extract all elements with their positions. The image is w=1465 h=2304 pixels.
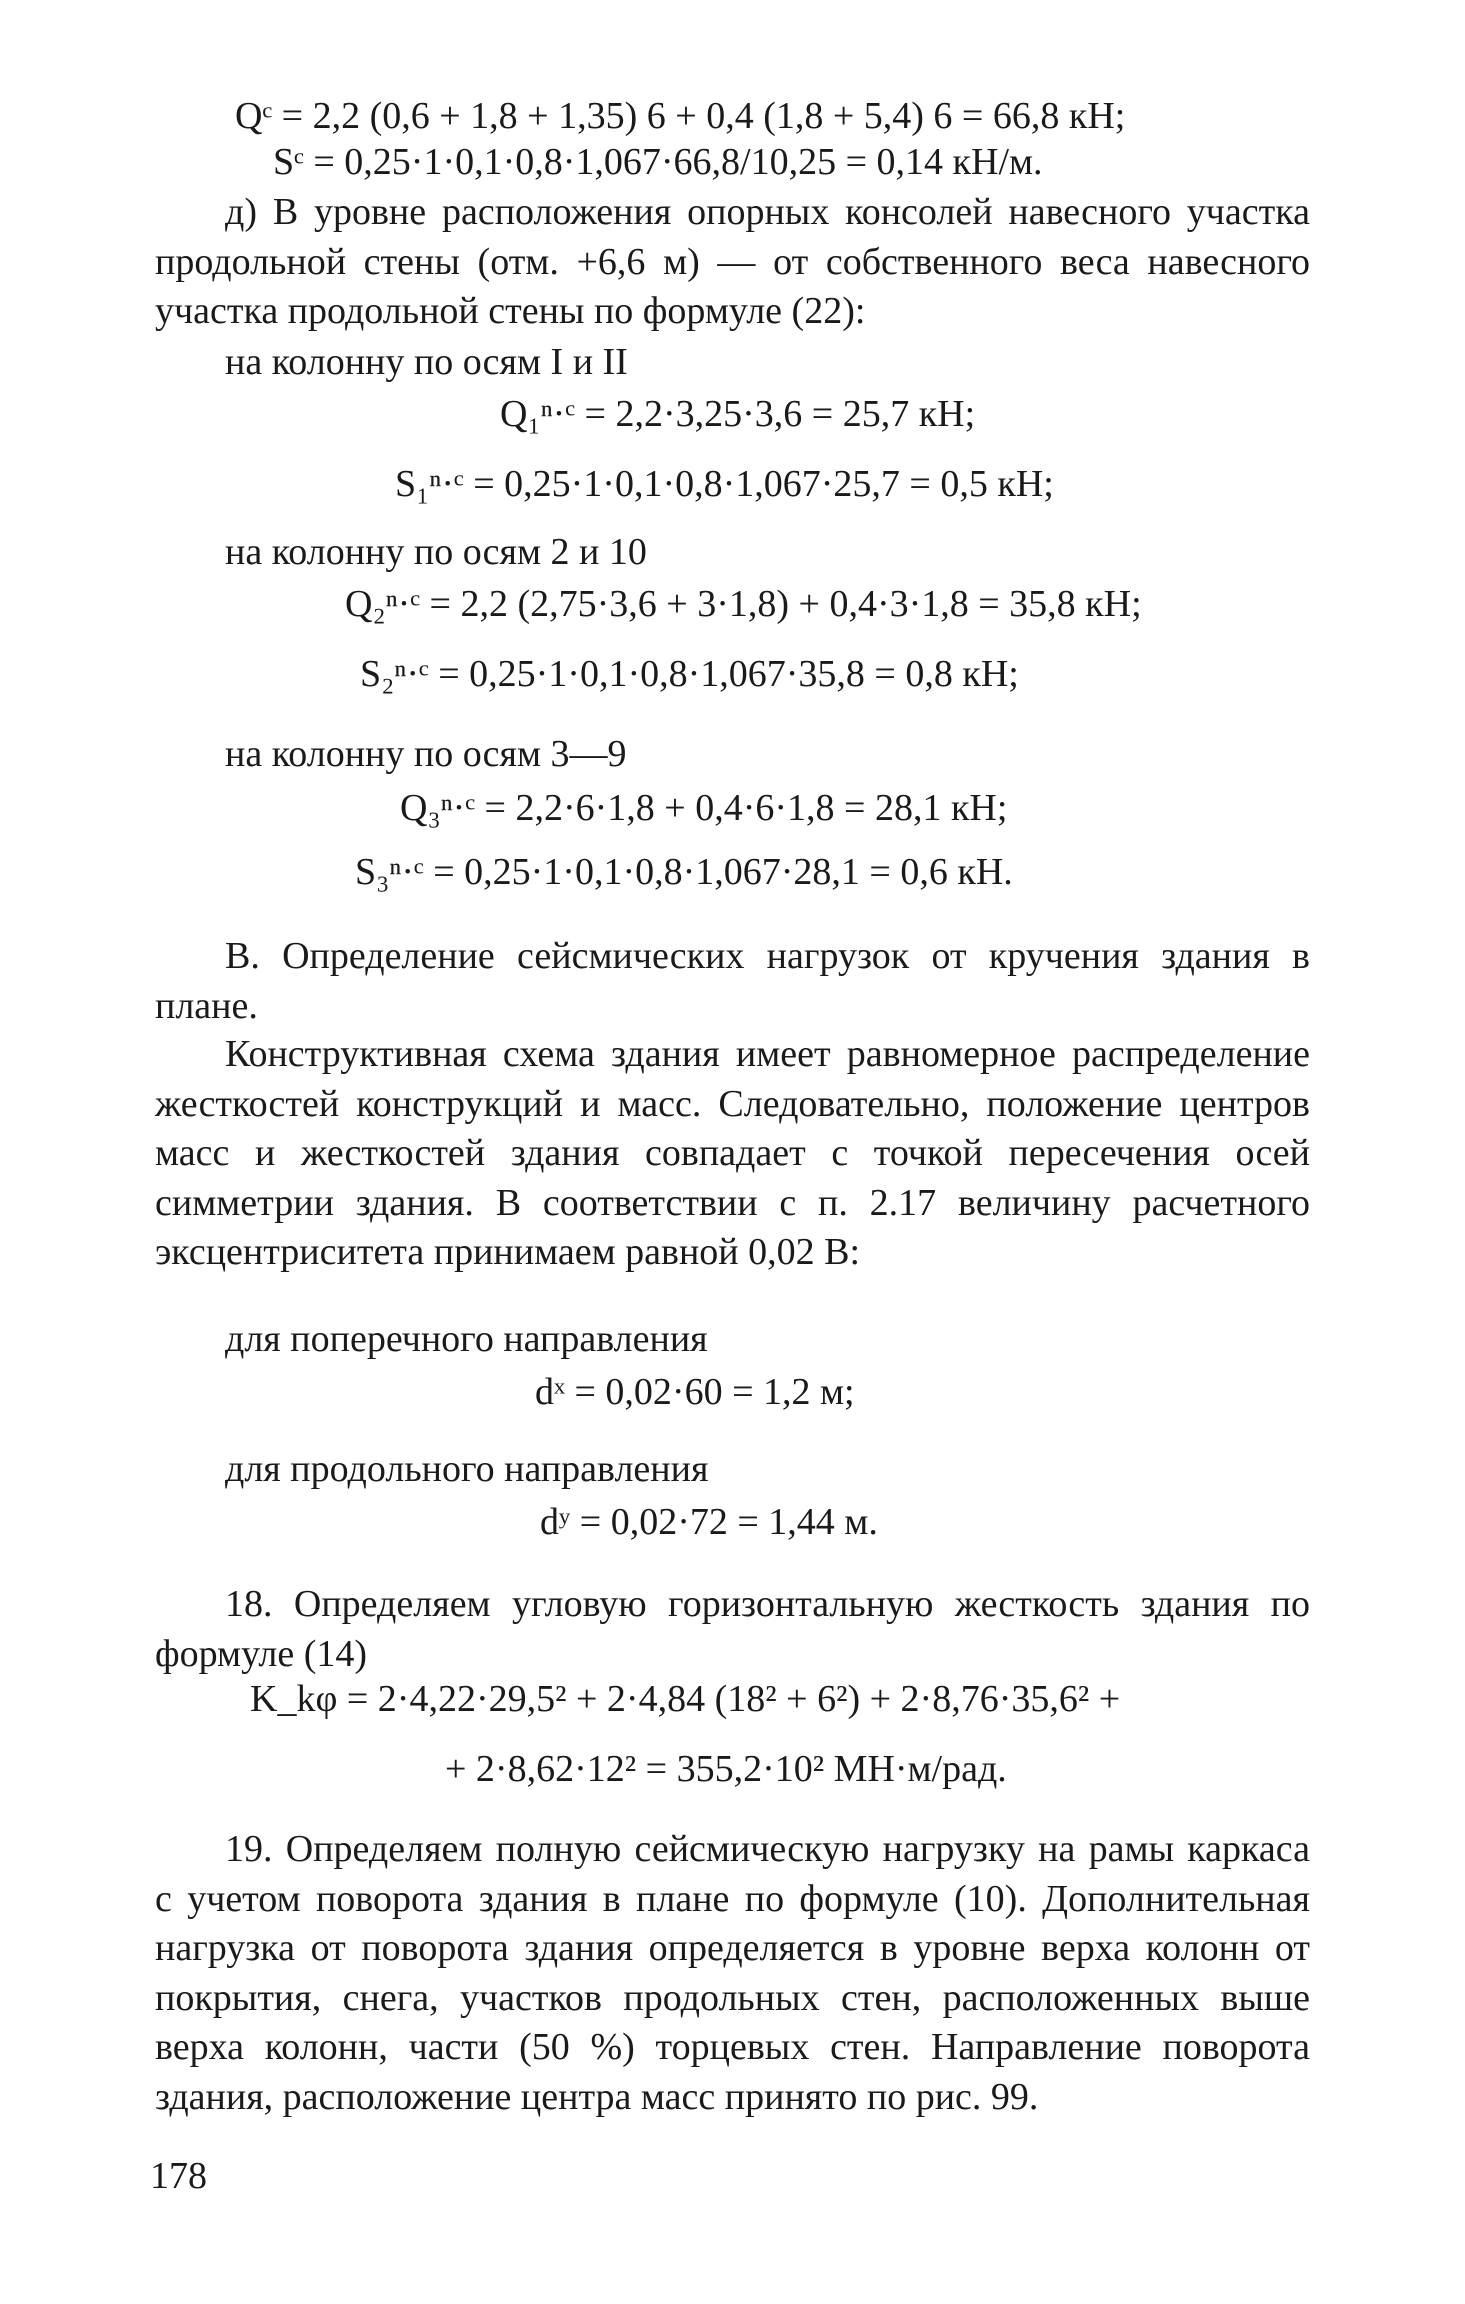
paragraph-d: д) В уровне расположения опорных консолей навесного участка продольной стены (отм. +6,6 м) — от собственного веса навесного участка продольной стены по формуле (22): <box>155 191 1310 332</box>
formula-sc: Sᶜ = 0,25·1·0,1·0,8·1,067·66,8/10,25 = 0,14 кН/м. <box>273 141 1043 183</box>
formula-qc: Qᶜ = 2,2 (0,6 + 1,8 + 1,35) 6 + 0,4 (1,8 + 5,4) 6 = 66,8 кН; <box>235 95 1126 137</box>
formula-k-line1: K_kφ = 2·4,22·29,5² + 2·4,84 (18² + 6²) + 2·8,76·35,6² + <box>250 1678 1121 1720</box>
axes-label-2: на колонну по осям 2 и 10 <box>225 531 647 573</box>
axes-label-1: на колонну по осям I и II <box>225 341 628 383</box>
paragraph-18: 18. Определяем угловую горизонтальную жесткость здания по формуле (14) <box>155 1583 1310 1675</box>
document-page <box>150 95 1310 2250</box>
paragraph-structural: Конструктивная схема здания имеет равномерное распределение жесткостей конструкций и масс. Следовательно, положение центров масс и жесткостей здания совпадает с точкой пересечения осей симметрии здания. В соответствии с п. 2.17 величину расчетного эксцентриситета принимаем равной 0,02 B: <box>155 1033 1310 1273</box>
formula-q3: Q₃ⁿ·ᶜ = 2,2·6·1,8 + 0,4·6·1,8 = 28,1 кН; <box>400 787 1008 829</box>
paragraph-19: 19. Определяем полную сейсмическую нагрузку на рамы каркаса с учетом поворота здания в плане по формуле (10). Дополнительная нагрузка от поворота здания определяется в уровне верха колонн от покрытия, снега, участков продольных стен, расположенных выше верха колонн, части (50 %) торцевых стен. Направление поворота здания, расположение центра масс принято по рис. 99. <box>155 1828 1310 2118</box>
page-number: 178 <box>150 2155 207 2197</box>
formula-s3: S₃ⁿ·ᶜ = 0,25·1·0,1·0,8·1,067·28,1 = 0,6 кН. <box>355 851 1013 893</box>
direction-transverse: для поперечного направления <box>225 1318 708 1360</box>
formula-s2: S₂ⁿ·ᶜ = 0,25·1·0,1·0,8·1,067·35,8 = 0,8 кН; <box>360 653 1019 695</box>
formula-q1: Q₁ⁿ·ᶜ = 2,2·3,25·3,6 = 25,7 кН; <box>500 393 976 435</box>
axes-label-3: на колонну по осям 3—9 <box>225 733 627 775</box>
paragraph-v: В. Определение сейсмических нагрузок от кручения здания в плане. <box>155 935 1310 1027</box>
formula-dx: dˣ = 0,02·60 = 1,2 м; <box>535 1371 855 1413</box>
formula-q2: Q₂ⁿ·ᶜ = 2,2 (2,75·3,6 + 3·1,8) + 0,4·3·1,8 = 35,8 кН; <box>345 583 1142 625</box>
direction-longitudinal: для продольного направления <box>225 1448 709 1490</box>
formula-k-line2: + 2·8,62·12² = 355,2·10² МН·м/рад. <box>445 1748 1007 1790</box>
formula-dy: dʸ = 0,02·72 = 1,44 м. <box>540 1501 878 1543</box>
formula-s1: S₁ⁿ·ᶜ = 0,25·1·0,1·0,8·1,067·25,7 = 0,5 кН; <box>395 463 1054 505</box>
